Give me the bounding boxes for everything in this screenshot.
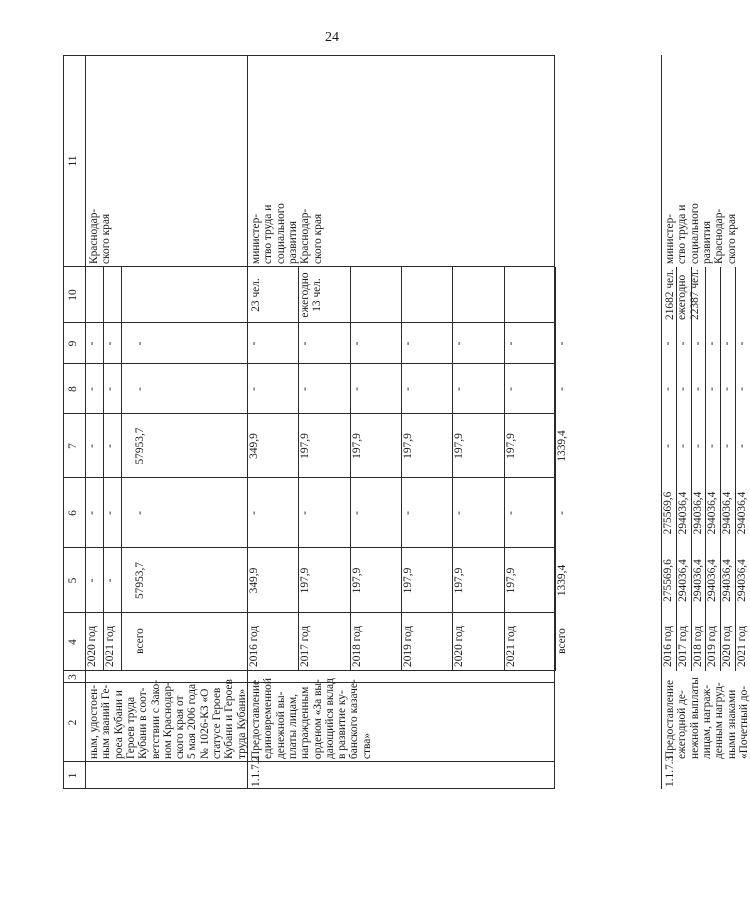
other-cell: - — [248, 341, 260, 346]
measure-name-line: ства» — [360, 732, 373, 759]
local-cell: - — [248, 387, 260, 391]
measure-name-line: статусе Героев — [211, 687, 223, 759]
regional-cell: - — [721, 444, 734, 448]
total-cell: - — [104, 578, 116, 583]
local-cell: - — [662, 387, 674, 391]
federal-cell: - — [134, 511, 146, 515]
federal-cell: 294036,4 — [691, 491, 704, 535]
total-cell: 349,9 — [248, 567, 260, 594]
measure-name-line: денным нагруд- — [713, 682, 726, 759]
measure-name-line: ветствии с Зако- — [149, 679, 162, 759]
other-cell: - — [299, 341, 312, 346]
local-cell: - — [401, 387, 414, 391]
measure-name-line: награжденным — [299, 686, 312, 759]
federal-cell: 275569,6 — [662, 491, 674, 535]
federal-cell: - — [299, 511, 312, 515]
measure-name-line: нежной выплаты — [688, 677, 701, 759]
column-header-11: 11 — [67, 155, 79, 167]
total-cell: 197,9 — [504, 567, 517, 594]
year-cell: 2019 год — [706, 625, 719, 667]
local-cell: - — [86, 387, 98, 391]
regional-cell: 197,9 — [453, 433, 466, 459]
federal-cell: 294036,4 — [706, 491, 719, 535]
measure-number: 1.1.7.2 — [250, 755, 262, 787]
column-header-8: 8 — [67, 386, 79, 392]
executor-line: Краснодар- — [88, 208, 100, 264]
measure-name-line: Предоставление — [250, 679, 262, 759]
local-cell: - — [691, 387, 704, 391]
measure-name-line: роеа Кубани и — [112, 690, 125, 759]
executor-line: ство труда и — [676, 204, 689, 264]
column-header-5: 5 — [67, 577, 79, 584]
year-cell: всего — [555, 628, 568, 654]
column-header-7: 7 — [67, 443, 79, 449]
measure-name-line: Кубани и Героев — [223, 679, 236, 759]
indicator-line: 21682 чел. — [664, 269, 676, 320]
executor-line: министер- — [250, 213, 262, 264]
year-cell: 2018 год — [350, 625, 363, 667]
federal-cell: - — [453, 511, 466, 515]
local-cell: - — [555, 387, 568, 391]
regional-cell: 349,9 — [248, 433, 260, 459]
year-cell: 2018 год — [691, 625, 704, 667]
year-cell: всего — [134, 628, 146, 654]
local-cell: - — [504, 387, 517, 391]
measure-name-line: единовременной — [262, 678, 275, 759]
total-cell: 57953,7 — [134, 561, 146, 600]
year-cell: 2019 год — [401, 625, 414, 667]
executor-line: социального — [274, 203, 287, 264]
local-cell: - — [134, 387, 146, 391]
indicator-note: ежегодно — [299, 272, 311, 318]
other-cell: - — [401, 341, 414, 346]
other-cell: - — [86, 341, 98, 346]
measure-name-line: ным, удостоен- — [88, 684, 100, 759]
measure-name-line: № 1026-КЗ «О — [198, 688, 211, 759]
measure-name-line: дающийся вклад — [323, 678, 336, 759]
regional-cell: - — [104, 444, 116, 448]
total-cell: 197,9 — [453, 567, 466, 594]
executor-line: ство труда и — [262, 204, 275, 264]
measure-name-line: ными знаками — [725, 689, 738, 759]
year-cell: 2016 год — [248, 625, 260, 667]
frame-top-line — [63, 55, 64, 789]
executor-line: социального — [688, 203, 701, 264]
measure-name-line: ского края от — [174, 695, 187, 759]
regional-cell: 197,9 — [299, 433, 312, 459]
indicator-line: 22387 чел. — [688, 269, 701, 320]
total-cell: - — [86, 578, 98, 583]
column-header-9: 9 — [67, 340, 79, 347]
federal-cell: - — [350, 511, 363, 515]
column-line-1 — [63, 761, 555, 762]
executor-line: развития — [700, 220, 713, 264]
column-line-3 — [63, 670, 555, 671]
other-cell: - — [662, 341, 674, 346]
data-table — [63, 55, 750, 789]
measure-name-line: Предоставление — [664, 679, 676, 759]
other-cell: - — [736, 341, 748, 346]
other-cell: - — [104, 341, 116, 346]
executor-line: Краснодар- — [713, 208, 726, 264]
measure-name-line: ежегодной де- — [676, 690, 689, 759]
measure-name-line: в развитие ку- — [336, 690, 349, 759]
measure-name-line: труда Кубани» — [235, 688, 248, 759]
measure-name-line: ным званий Ге- — [100, 684, 113, 759]
total-cell: 294036,4 — [691, 559, 704, 602]
year-cell: 2020 год — [453, 625, 466, 667]
federal-cell: 294036,4 — [676, 491, 689, 535]
regional-cell: - — [691, 444, 704, 448]
year-cell: 2020 год — [86, 625, 98, 667]
regional-cell: - — [736, 444, 748, 448]
frame-right-line — [63, 55, 555, 56]
total-cell: 275569,6 — [662, 559, 674, 602]
other-cell: - — [555, 341, 568, 346]
executor-line: ского края — [725, 213, 738, 264]
executor-line: ского края — [100, 213, 113, 264]
year-cell: 2021 год — [104, 625, 116, 667]
year-cell: 2021 год — [736, 625, 748, 667]
local-cell: - — [350, 387, 363, 391]
regional-cell: - — [662, 444, 674, 448]
column-line-2 — [63, 682, 555, 683]
indicator-value: 13 чел. — [311, 278, 323, 312]
row-line — [121, 267, 122, 671]
other-cell: - — [721, 341, 734, 346]
executor-line: Краснодар- — [299, 208, 312, 264]
measure-name-line: платы лицам, — [286, 693, 299, 759]
page-frame — [63, 55, 750, 789]
year-cell: 2021 год — [504, 625, 517, 667]
measure-name-line: орденом «За вы- — [311, 679, 324, 759]
other-cell: - — [676, 341, 689, 346]
local-cell: - — [453, 387, 466, 391]
federal-cell: - — [555, 511, 568, 515]
frame-left-line — [63, 788, 555, 789]
local-cell: - — [736, 387, 748, 391]
federal-cell: - — [401, 511, 414, 515]
regional-cell: 197,9 — [504, 433, 517, 459]
local-cell: - — [721, 387, 734, 391]
measure-name-line: «Почетный до- — [737, 685, 750, 759]
federal-cell: - — [86, 511, 98, 515]
federal-cell: - — [104, 511, 116, 515]
column-header-2: 2 — [67, 719, 79, 726]
regional-cell: - — [676, 444, 689, 448]
total-cell: 197,9 — [350, 567, 363, 594]
federal-cell: 294036,4 — [721, 491, 734, 535]
other-cell: - — [350, 341, 363, 346]
regional-cell: 1339,4 — [555, 430, 568, 462]
regional-cell: 197,9 — [350, 433, 363, 459]
total-cell: 1339,4 — [555, 564, 568, 597]
local-cell: - — [299, 387, 312, 391]
column-header-6: 6 — [67, 510, 79, 516]
total-cell: 294036,4 — [706, 559, 719, 602]
year-cell: 2016 год — [662, 625, 674, 667]
total-cell: 294036,4 — [676, 559, 689, 602]
measure-name-line: лицам, награж- — [700, 684, 713, 759]
measure-name-line: Героев труда — [124, 696, 137, 759]
year-cell: 2020 год — [721, 625, 734, 667]
local-cell: - — [676, 387, 689, 391]
other-cell: - — [453, 341, 466, 346]
regional-cell: - — [706, 444, 719, 448]
other-cell: - — [691, 341, 704, 346]
page-number: 24 — [325, 30, 339, 45]
regional-cell: - — [86, 444, 98, 448]
federal-cell: - — [248, 511, 260, 515]
column-header-1: 1 — [67, 772, 79, 779]
total-cell: 197,9 — [401, 567, 414, 594]
total-cell: 197,9 — [299, 567, 312, 594]
federal-cell: 294036,4 — [736, 491, 748, 535]
indicator-line: ежегодно — [676, 274, 689, 320]
executor-line: министер- — [664, 213, 676, 264]
regional-cell: 57953,7 — [134, 427, 146, 465]
measure-number: 1.1.7.3 — [664, 755, 676, 787]
other-cell: - — [134, 341, 146, 346]
measure-name-line: Кубани в соот- — [137, 687, 150, 759]
local-cell: - — [104, 387, 116, 391]
total-cell: 294036,4 — [721, 559, 734, 602]
column-header-4: 4 — [67, 639, 79, 645]
regional-cell: 197,9 — [401, 433, 414, 459]
measure-name-line: ном Краснодар- — [161, 682, 174, 759]
other-cell: - — [504, 341, 517, 346]
measure-name-line: 5 мая 2006 года — [186, 683, 199, 759]
measure-name-line: денежной вы- — [274, 691, 287, 759]
local-cell: - — [706, 387, 719, 391]
executor-line: развития — [286, 220, 299, 264]
federal-cell: - — [504, 511, 517, 515]
column-header-10: 10 — [67, 289, 79, 301]
measure-name-line: банского казаче- — [348, 679, 361, 759]
other-cell: - — [706, 341, 719, 346]
year-cell: 2017 год — [676, 625, 689, 667]
total-cell: 294036,4 — [736, 559, 748, 602]
year-cell: 2017 год — [299, 625, 312, 667]
indicator-value: 23 чел. — [250, 278, 262, 312]
column-header-3: 3 — [67, 674, 79, 680]
executor-line: ского края — [311, 213, 324, 264]
